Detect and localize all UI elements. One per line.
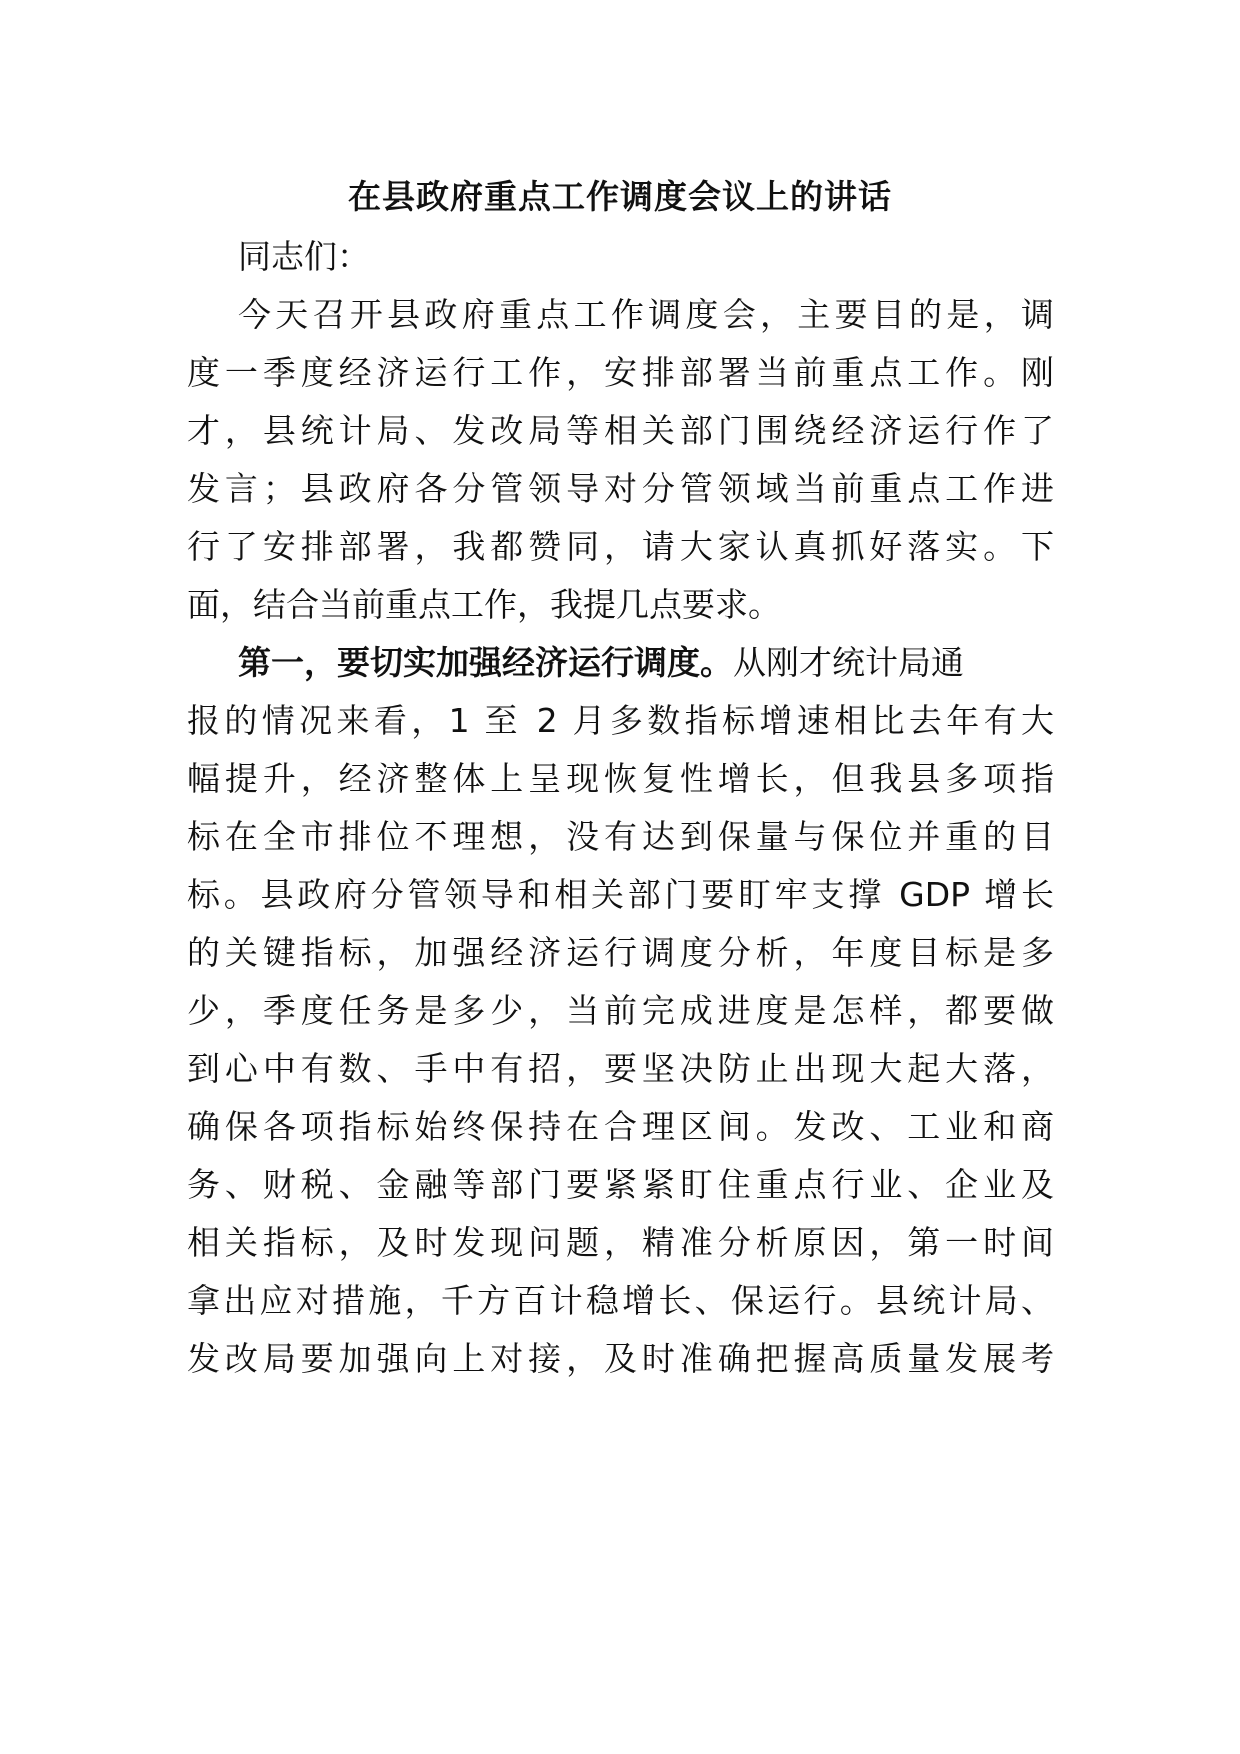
paragraph-line: 面，结合当前重点工作，我提几点要求。 xyxy=(187,585,781,624)
paragraph-line: 标。县政府分管领导和相关部门要盯牢支撑 GDP 增长 xyxy=(187,875,1054,914)
paragraph-line: 幅提升，经济整体上呈现恢复性增长，但我县多项指 xyxy=(187,759,1054,798)
paragraph-line: 发改局要加强向上对接，及时准确把握高质量发展考 xyxy=(187,1339,1054,1378)
salutation: 同志们： xyxy=(238,237,370,276)
paragraph-line: 到心中有数、手中有招，要坚决防止出现大起大落， xyxy=(187,1049,1054,1088)
paragraph-line xyxy=(238,639,964,687)
paragraph-line: 拿出应对措施，千方百计稳增长、保运行。县统计局、 xyxy=(187,1281,1054,1320)
paragraph-line: 务、财税、金融等部门要紧紧盯住重点行业、企业及 xyxy=(187,1165,1054,1204)
paragraph-line: 行了安排部署，我都赞同，请大家认真抓好落实。下 xyxy=(187,527,1054,566)
paragraph-line: 度一季度经济运行工作，安排部署当前重点工作。刚 xyxy=(187,353,1054,392)
section-heading: 第一，要切实加强经济运行调度。 xyxy=(238,643,733,682)
paragraph-text: 从刚才统计局通 xyxy=(733,643,964,682)
paragraph-line: 的关键指标，加强经济运行调度分析，年度目标是多 xyxy=(187,933,1054,972)
paragraph-line: 发言；县政府各分管领导对分管领域当前重点工作进 xyxy=(187,469,1054,508)
paragraph-line: 今天召开县政府重点工作调度会，主要目的是，调 xyxy=(238,295,1054,334)
paragraph-line: 标在全市排位不理想，没有达到保量与保位并重的目 xyxy=(187,817,1054,856)
document-title: 在县政府重点工作调度会议上的讲话 xyxy=(348,177,892,216)
paragraph-line: 才，县统计局、发改局等相关部门围绕经济运行作了 xyxy=(187,411,1054,450)
paragraph-line: 确保各项指标始终保持在合理区间。发改、工业和商 xyxy=(187,1107,1054,1146)
paragraph-line: 报的情况来看，1 至 2 月多数指标增速相比去年有大 xyxy=(187,701,1054,740)
paragraph-line: 少，季度任务是多少，当前完成进度是怎样，都要做 xyxy=(187,991,1054,1030)
paragraph-line: 相关指标，及时发现问题，精准分析原因，第一时间 xyxy=(187,1223,1054,1262)
